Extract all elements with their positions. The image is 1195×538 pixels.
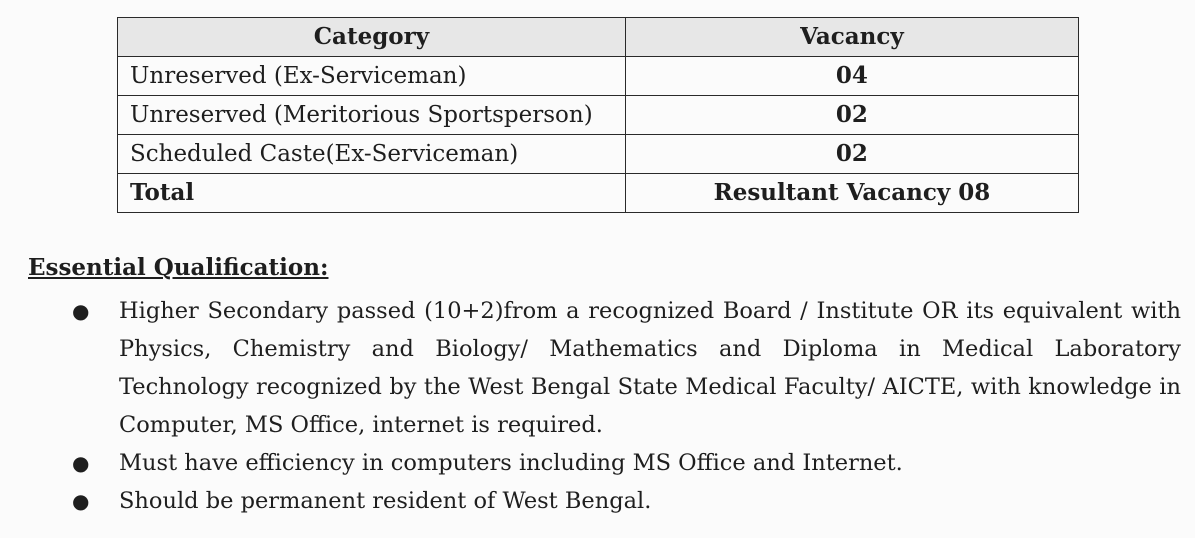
- list-item-text: Higher Secondary passed (10+2)from a recognized Board / Institute OR its equivalent with Physics, Chemistry and Biology/ Mathematics and Diploma in Medical Laboratory Technology recognized by the West Bengal State Medical Faculty/ AICTE, with knowledge in Computer, MS Office, internet is required.: [119, 298, 1181, 438]
- qualification-list: [68, 292, 1181, 520]
- list-item: [68, 444, 1181, 482]
- list-item-text: Should be permanent resident of West Bengal.: [119, 488, 652, 514]
- total-label-cell: Total: [118, 174, 626, 213]
- vacancy-cell: 02: [625, 135, 1078, 174]
- category-cell: Unreserved (Ex-Serviceman): [118, 57, 626, 96]
- list-item-text: Must have efficiency in computers including MS Office and Internet.: [119, 450, 903, 476]
- table-row: [118, 135, 1079, 174]
- bullet-icon: ●: [72, 489, 90, 513]
- table-row: [118, 57, 1079, 96]
- category-cell: Scheduled Caste(Ex-Serviceman): [118, 135, 626, 174]
- table-total-row: [118, 174, 1079, 213]
- table-header-row: [118, 18, 1079, 57]
- bullet-icon: ●: [72, 451, 90, 475]
- list-item: [68, 482, 1181, 520]
- list-item: [68, 292, 1181, 444]
- vacancy-table: [117, 17, 1079, 213]
- category-cell: Unreserved (Meritorious Sportsperson): [118, 96, 626, 135]
- column-header-category: Category: [118, 18, 626, 57]
- total-value-cell: Resultant Vacancy 08: [625, 174, 1078, 213]
- bullet-icon: ●: [72, 299, 90, 323]
- column-header-vacancy: Vacancy: [625, 18, 1078, 57]
- table-row: [118, 96, 1079, 135]
- vacancy-cell: 04: [625, 57, 1078, 96]
- section-heading-qualification: Essential Qualification:: [28, 254, 329, 281]
- vacancy-cell: 02: [625, 96, 1078, 135]
